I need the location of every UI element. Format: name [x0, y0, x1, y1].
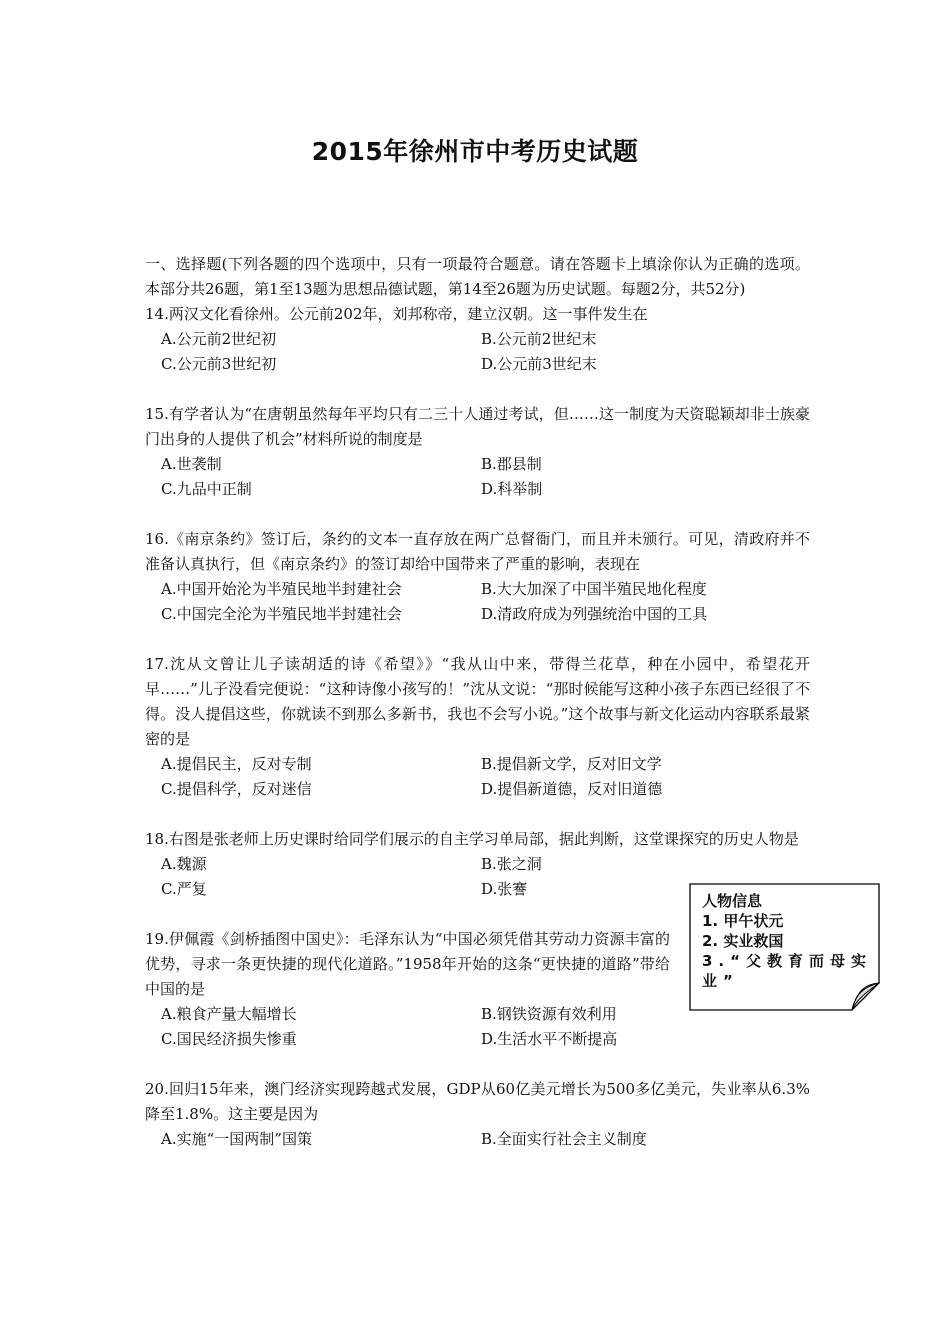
question-stem: 15.有学者认为“在唐朝虽然每年平均只有二三十人通过考试，但……这一制度为天资聪颖却非士族豪门出身的人提供了机会”材料所说的制度是	[145, 405, 810, 448]
option-d: D.公元前3世纪末	[481, 355, 597, 373]
question-stem: 20.回归15年来，澳门经济实现跨越式发展，GDP从60亿美元增长为500多亿美元，失业率从6.3%降至1.8%。这主要是因为	[145, 1080, 810, 1123]
option-c: C.九品中正制	[161, 480, 252, 498]
question-stem: 19.伊佩霞《剑桥插图中国史》：毛泽东认为“中国必须凭借其劳动力资源丰富的优势，寻求一条更快捷的现代化道路。”1958年开始的这条“更快捷的道路”带给中国的是	[145, 930, 670, 998]
section-intro: 一、选择题(下列各题的四个选项中，只有一项最符合题意。请在答题卡上填涂你认为正确的选项。本部分共26题，第1至13题为思想品德试题，第14至26题为历史试题。每题2分，共52分)	[145, 255, 810, 298]
person-info-card	[689, 883, 880, 1011]
option-a: A.世袭制	[161, 455, 222, 473]
exam-content	[145, 252, 810, 1152]
option-b: B.全面实行社会主义制度	[481, 1130, 647, 1148]
option-c: C.公元前3世纪初	[161, 355, 277, 373]
info-item: 2. 实业救国	[702, 932, 784, 950]
option-a: A.魏源	[161, 855, 207, 873]
option-d: D.清政府成为列强统治中国的工具	[481, 605, 708, 623]
option-a: A.粮食产量大幅增长	[161, 1005, 297, 1023]
option-d: D.提倡新道德，反对旧道德	[481, 780, 663, 798]
option-a: A.实施“一国两制”国策	[161, 1130, 312, 1148]
question-15	[145, 402, 810, 502]
option-b: B.钢铁资源有效利用	[481, 1005, 617, 1023]
question-stem: 16.《南京条约》签订后，条约的文本一直存放在两广总督衙门，而且并未颁行。可见，清政府并不准备认真执行，但《南京条约》的签订却给中国带来了严重的影响，表现在	[145, 530, 810, 573]
option-b: B.提倡新文学，反对旧文学	[481, 755, 662, 773]
question-stem: 14.两汉文化看徐州。公元前202年，刘邦称帝，建立汉朝。这一事件发生在	[145, 305, 648, 323]
option-a: A.中国开始沦为半殖民地半封建社会	[161, 580, 402, 598]
option-b: B.公元前2世纪末	[481, 330, 597, 348]
option-a: A.公元前2世纪初	[161, 330, 277, 348]
info-item: 3.“父教育而母实业”	[702, 952, 872, 990]
question-stem: 18.右图是张老师上历史课时给同学们展示的自主学习单局部，据此判断，这堂课探究的历史人物是	[145, 830, 799, 848]
option-b: B.大大加深了中国半殖民地化程度	[481, 580, 707, 598]
option-a: A.提倡民主，反对专制	[161, 755, 312, 773]
option-c: C.国民经济损失惨重	[161, 1030, 297, 1048]
option-d: D.生活水平不断提高	[481, 1030, 618, 1048]
option-d: D.张謇	[481, 880, 528, 898]
option-c: C.提倡科学，反对迷信	[161, 780, 312, 798]
option-b: B.郡县制	[481, 455, 542, 473]
question-stem: 17.沈从文曾让儿子读胡适的诗《希望》》“我从山中来，带得兰花草，种在小园中，希望花开早……”儿子没看完便说：“这种诗像小孩写的！”沈从文说：“那时候能写这种小孩子东西已经很了不得。没人提倡这些，你就读不到那么多新书，我也不会写小说。”这个故事与新文化运动内容联系最紧密的是	[145, 655, 810, 748]
option-c: C.中国完全沦为半殖民地半封建社会	[161, 605, 402, 623]
option-b: B.张之洞	[481, 855, 542, 873]
question-14	[145, 302, 810, 377]
info-item: 1. 甲午状元	[702, 912, 784, 930]
option-c: C.严复	[161, 880, 207, 898]
question-17	[145, 652, 810, 802]
question-20	[145, 1077, 810, 1152]
question-16	[145, 527, 810, 627]
info-heading: 人物信息	[702, 892, 763, 910]
page-title: 2015年徐州市中考历史试题	[311, 137, 639, 166]
option-d: D.科举制	[481, 480, 543, 498]
